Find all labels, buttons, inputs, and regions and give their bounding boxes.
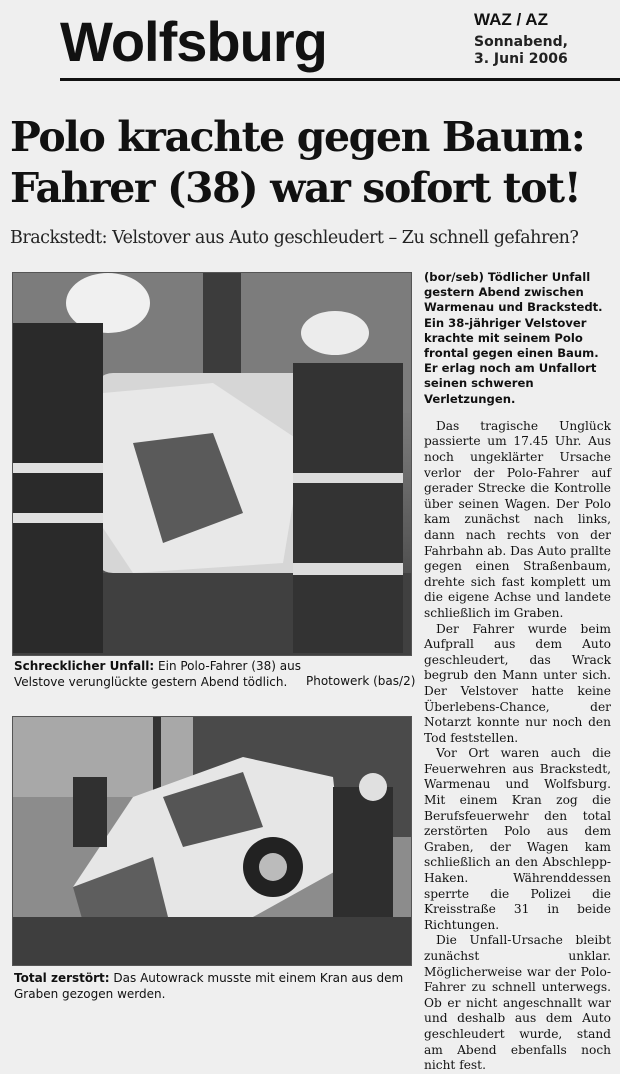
article-paragraph: Der Fahrer wurde beim Aufprall aus dem Auto geschleudert, das Wrack begrub den Mann unter sich. Der Velstover hatte keine Überlebens-Chance, der Notarzt konnte nur noch den Tod feststellen. (424, 621, 611, 745)
photo-main-caption-text: Ein Polo-Fahrer (38) aus Velstove verunglückte gestern Abend tödlich. (14, 659, 301, 689)
photo-wreck-caption-text: Das Autowrack musste mit einem Kran aus dem Graben gezogen werden. (14, 971, 404, 1001)
accident-photo-main (12, 272, 412, 656)
masthead-rule (60, 78, 620, 81)
accident-photo-main-image (13, 273, 411, 655)
masthead: Wolfsburg (60, 10, 327, 73)
issue-date: 3. Juni 2006 (474, 51, 568, 67)
article-body (424, 270, 611, 1074)
issue-weekday: Sonnabend, (474, 34, 568, 50)
paper-name: WAZ / AZ (474, 10, 548, 29)
subheadline: Brackstedt: Velstover aus Auto geschleudert – Zu schnell gefahren? (10, 228, 579, 248)
article-lead: (bor/seb) Tödlicher Unfall gestern Abend zwischen Warmenau und Brackstedt. Ein 38-jähriger Velstover krachte mit seinem Polo frontal gegen einen Baum. Er erlag noch am Unfallort seinen schweren Verletzungen. (424, 270, 603, 406)
headline: Polo krachte gegen Baum: Fahrer (38) war sofort tot! (10, 113, 585, 212)
photo-wreck-caption-lead: Total zerstört: (14, 971, 110, 985)
accident-photo-wreck (12, 716, 412, 966)
photo-wreck-caption (14, 970, 410, 1002)
photo-credit: Photowerk (bas/2) (306, 674, 416, 688)
article-paragraph: Das tragische Unglück passierte um 17.45 Uhr. Aus noch ungeklärter Ursache verlor der Polo-Fahrer auf gerader Strecke die Kontrolle über seinen Wagen. Der Polo kam zunächst nach links, dann nach rechts von der Fahrbahn ab. Das Auto prallte gegen einen Straßenbaum, drehte sich fast komplett um die eigene Achse und landete schließlich im Graben. (424, 418, 611, 620)
photo-main-caption-lead: Schrecklicher Unfall: (14, 659, 155, 673)
article-paragraph: Die Unfall-Ursache bleibt zunächst unklar. Möglicherweise war der Polo-Fahrer zu schnell unterwegs. Ob er nicht angeschnallt war und deshalb aus dem Auto geschleudert wurde, stand am Abend ebenfalls noch nicht fest. (424, 933, 611, 1073)
article-paragraph: Vor Ort waren auch die Feuerwehren aus Brackstedt, Warmenau und Wolfsburg. Mit einem Kran zog die Berufsfeuerwehr den total zerstörten Polo aus dem Graben, der Wagen kam schließlich an den Abschlepp-Haken. Währenddessen sperrte die Polizei die Kreisstraße 31 in beide Richtungen. (424, 746, 611, 932)
photo-main-caption (14, 658, 314, 690)
accident-photo-wreck-image (13, 717, 411, 965)
